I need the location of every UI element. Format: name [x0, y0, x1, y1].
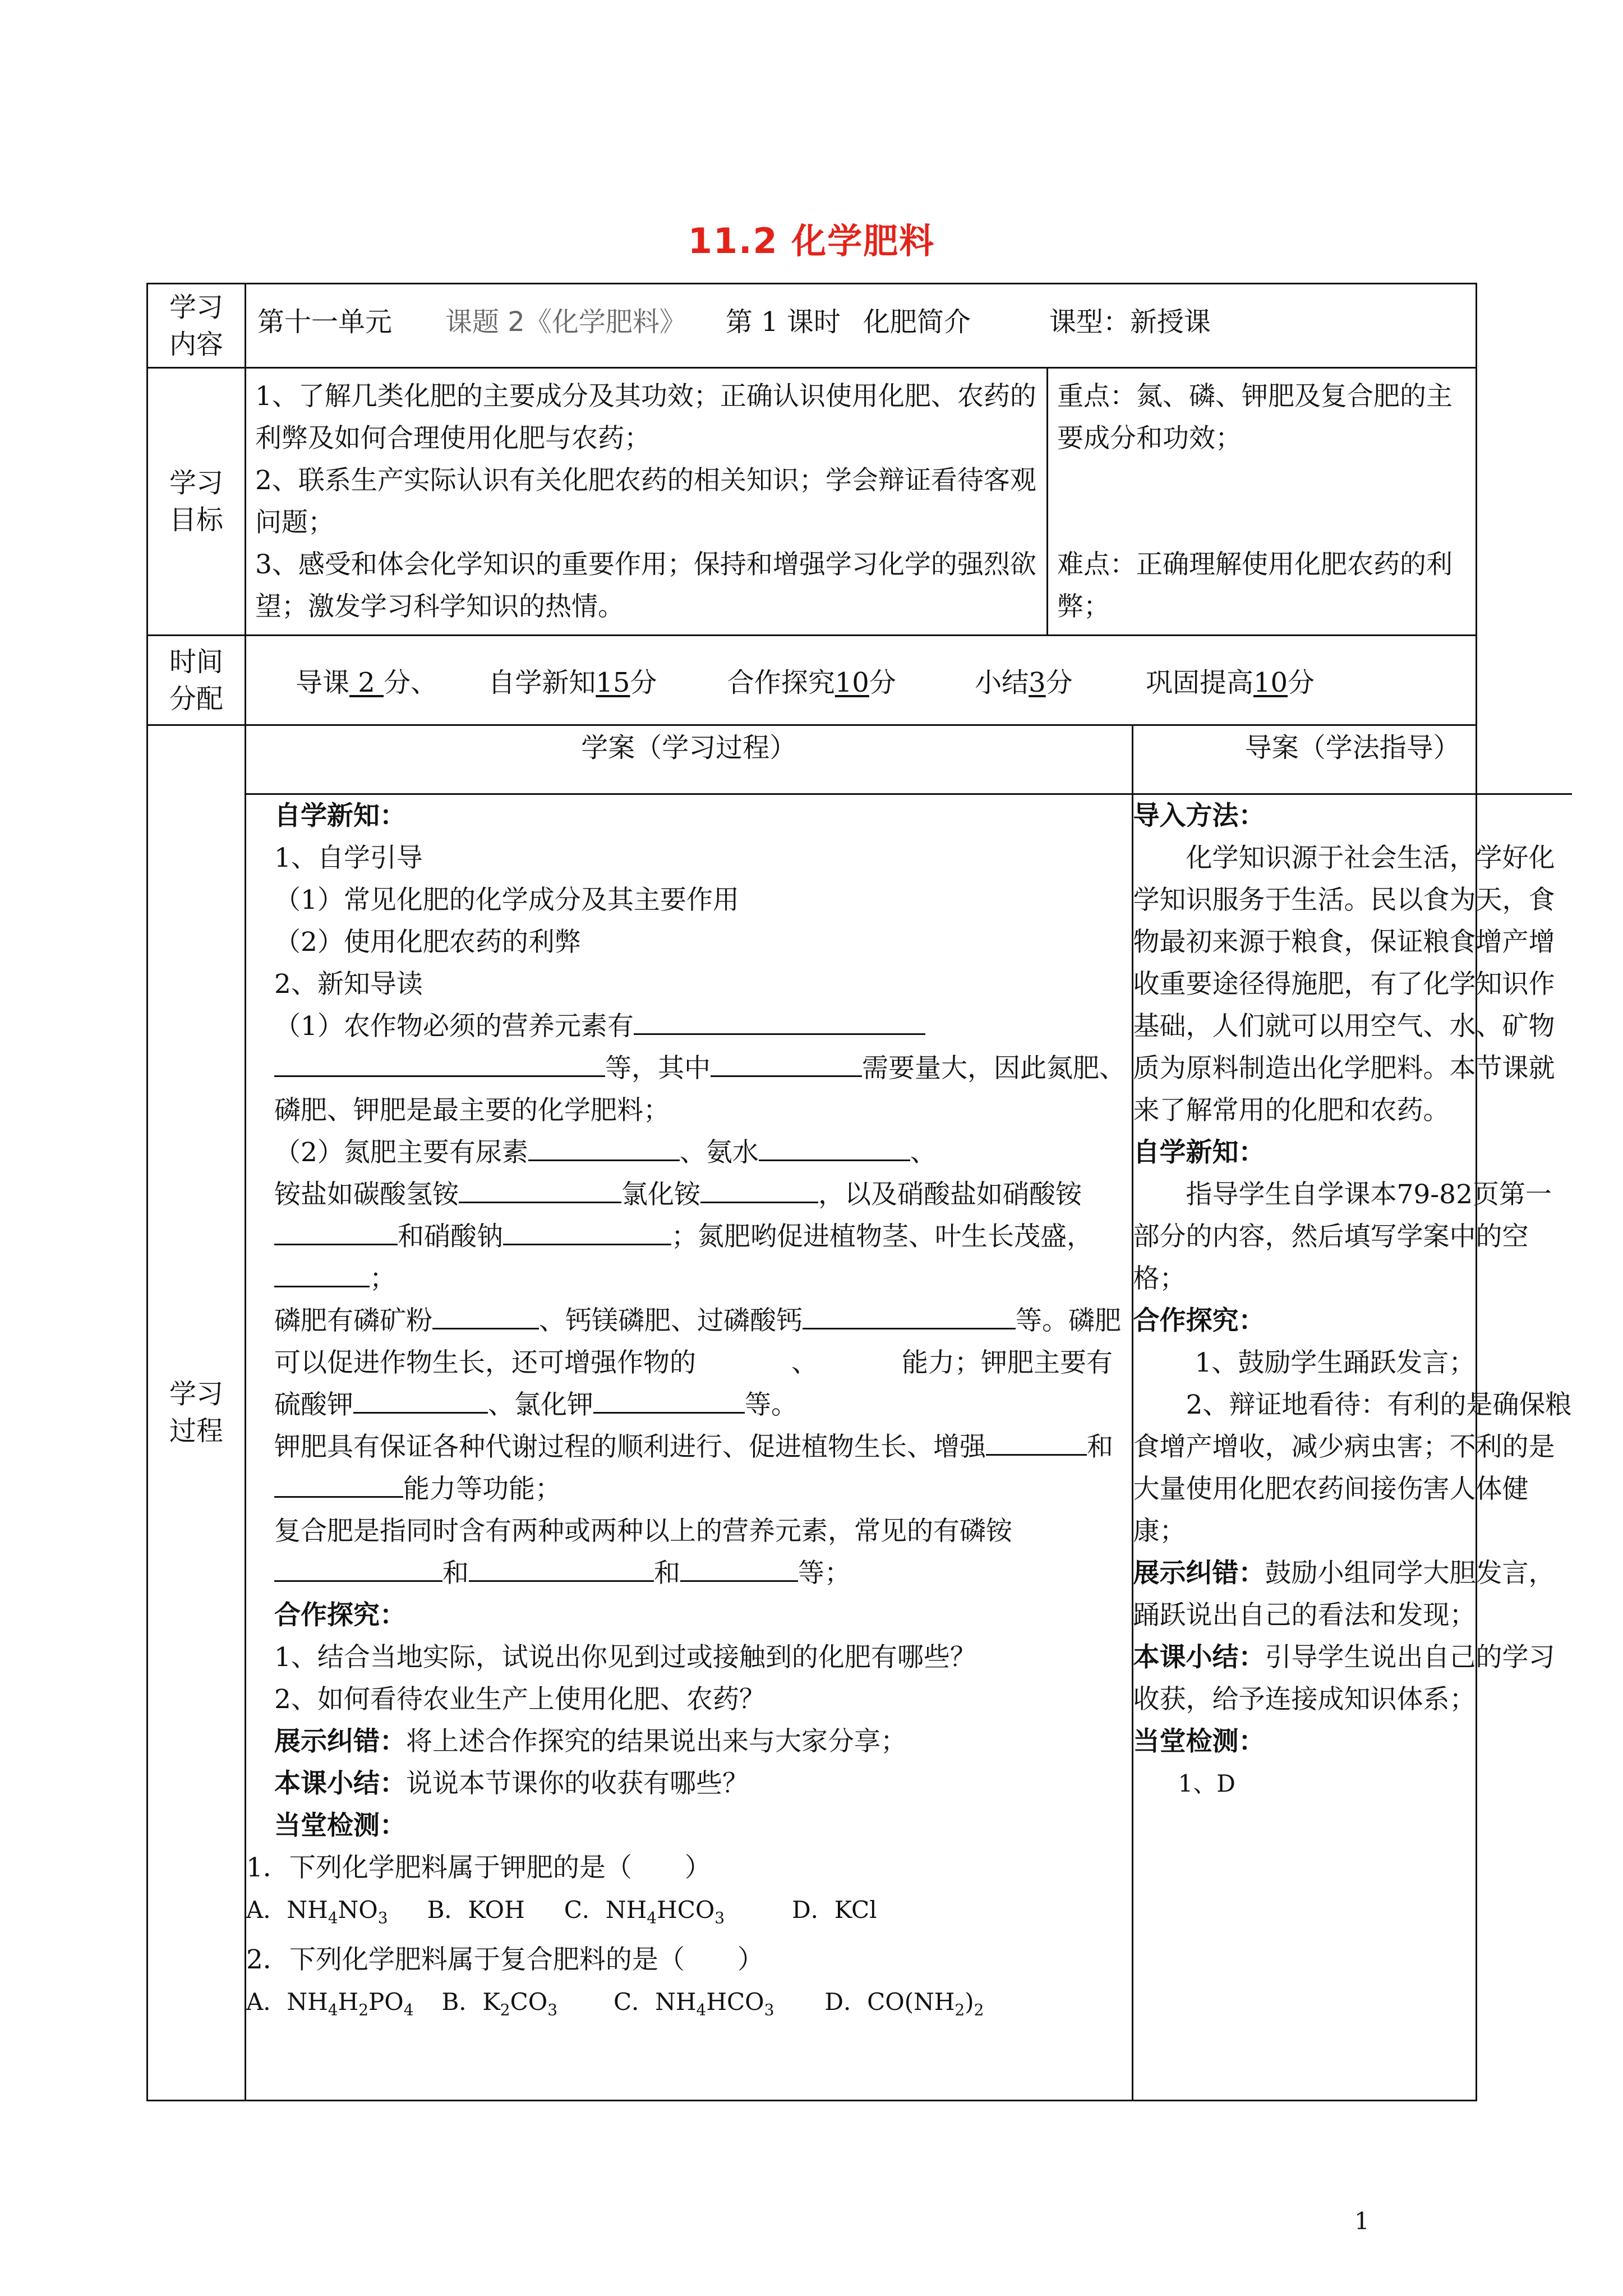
test-options-2: A．$NH_4H_2PO_4$ B．$K_2CO_3$ C．$NH_4HCO_3$ D．$CO(NH_2)_2$: [246, 1988, 984, 2019]
time-item-cooperation: 合作探究10分: [727, 667, 896, 698]
test-options-1: A．$NH_4NO_3$ B．KOH C．$NH_4HCO_3$ D．KCl: [246, 1896, 877, 1927]
time-item-intro: 导课 2 分、: [296, 667, 438, 698]
label-process: [147, 725, 246, 2101]
lesson-summary: 本课小结：说说本节课你的收获有哪些？: [274, 1768, 749, 1799]
self-guide-1: （1）常见化肥的化学成分及其主要作用: [274, 885, 739, 915]
fill-potassium: 钾肥具有保证各种代谢过程的顺利进行、促进植物生长、增强 和能力等功能；: [246, 1426, 1132, 1510]
page-title: 11.2 化学肥料: [688, 220, 935, 261]
guide-coop-2: 2、辩证地看待：有利的是确保粮食增产增收，减少病虫害；不利的是大量使用化肥农药间接伤害人体健康；: [1133, 1389, 1572, 1547]
answer-1: 1、D: [1178, 1770, 1235, 1797]
heading-self-study: 自学新知：: [274, 800, 406, 831]
unit-text: 第十一单元: [257, 306, 393, 338]
fill-nutrients: （1）农作物必须的营养元素有: [246, 1005, 1132, 1047]
fill-phosphorus: 磷肥有磷矿粉 、钙镁磷肥、过磷酸钙 等。磷肥可以促进作物生长，还可增强作物的 、 能力；钾肥主要有硫酸钾 、氯化钾 等。: [246, 1300, 1132, 1426]
guide-show: 展示纠错：鼓励小组同学大胆发言，踊跃说出自己的看法和发现；: [1133, 1558, 1555, 1631]
test-question-2: 2．下列化学肥料属于复合肥料的是（ ）: [246, 1944, 764, 1976]
goal-3: 3、感受和体会化学知识的重要作用；保持和增强学习化学的强烈欲望；激发学习科学知识的热情。: [255, 549, 1036, 622]
show-correct: 展示纠错：将上述合作探究的结果说出来与大家分享；: [274, 1726, 907, 1757]
time-item-self-study: 自学新知15分: [488, 667, 657, 698]
key-point: 重点：氮、磷、钾肥及复合肥的主要成分和功效；: [1057, 381, 1453, 454]
label-goals: [147, 368, 246, 636]
label-goals-text: 学习目标: [169, 467, 223, 536]
process-inner-table: [246, 726, 1572, 2100]
left-header: 学案（学习过程）: [246, 726, 1132, 794]
heading-intro-method: 导入方法：: [1133, 800, 1265, 831]
fill-ammonium: 铵盐如碳酸氢铵 氯化铵 ，以及硝酸盐如硝酸铵和硝酸钠 ；氮肥哟促进植物茎、叶生长茂盛，；: [246, 1174, 1132, 1300]
lesson-plan-table: [146, 283, 1572, 2101]
difficulty-point: 难点：正确理解使用化肥农药的利弊；: [1057, 549, 1453, 622]
label-time-text: 时间分配: [169, 646, 223, 715]
self-guide-2: （2）使用化肥农药的利弊: [274, 927, 581, 958]
goal-2: 2、联系生产实际认识有关化肥农药的相关知识；学会辩证看待客观问题；: [255, 465, 1036, 538]
heading-guide-coop: 合作探究：: [1133, 1305, 1265, 1336]
right-header: 导案（学法指导）: [1132, 726, 1572, 794]
time-item-summary: 小结3分: [975, 667, 1073, 698]
lesson-name: 化肥简介: [863, 306, 971, 338]
heading-guide-test: 当堂检测：: [1133, 1726, 1265, 1757]
fill-nitrogen: （2）氮肥主要有尿素 、氨水 、: [246, 1131, 1132, 1174]
row-content: [147, 284, 1477, 368]
intro-method-text: 化学知识源于社会生活，学好化学知识服务于生活。民以食为天，食物最初来源于粮食，保证粮食增产增收重要途径得施肥，有了化学知识作基础，人们就可以用空气、水、矿物质为原料制造出化学肥料。本节课就来了解常用的化肥和农药。: [1133, 843, 1555, 1126]
lesson-text: 第 1 课时: [725, 306, 841, 338]
test-question-1: 1．下列化学肥料属于钾肥的是（ ）: [246, 1852, 711, 1883]
label-process-text: 学习过程: [169, 1378, 223, 1447]
time-item-consolidate: 巩固提高10分: [1145, 667, 1315, 698]
self-guide-title: 1、自学引导: [274, 843, 423, 873]
heading-guide-self: 自学新知：: [1133, 1137, 1265, 1168]
guide-summary: 本课小结：引导学生说出自己的学习收获，给予连接成知识体系；: [1133, 1642, 1555, 1715]
goal-1: 1、了解几类化肥的主要成分及其功效；正确认识使用化肥、农药的利弊及如何合理使用化肥与农药；: [255, 381, 1036, 454]
lesson-type: 课型：新授课: [1049, 306, 1211, 338]
row-time: [147, 636, 1477, 725]
coop-question-2: 2、如何看待农业生产上使用化肥、农药？: [274, 1684, 766, 1715]
guide-coop-1: 1、鼓励学生踊跃发言；: [1195, 1347, 1476, 1378]
label-time: [147, 636, 246, 725]
goals-list: [246, 368, 1048, 636]
key-points: [1048, 368, 1477, 636]
guide-self-text: 指导学生自学课本79-82页第一部分的内容，然后填写学案中的空格；: [1133, 1179, 1552, 1294]
coop-question-1: 1、结合当地实际，试说出你见到过或接触到的化肥有哪些？: [274, 1642, 976, 1673]
process-content: [246, 725, 1572, 2101]
row-goals: [147, 368, 1477, 636]
heading-cooperation: 合作探究：: [274, 1600, 406, 1631]
row-process: [147, 725, 1477, 2101]
label-content-text: 学习内容: [169, 291, 223, 360]
guidance-column: [1132, 794, 1572, 2100]
content-info: [246, 284, 1477, 368]
learning-process-column: [246, 794, 1132, 2100]
page-number: 1: [1354, 2207, 1370, 2235]
fill-nutrients-cont: 等，其中 需要量大，因此氮肥、磷肥、钾肥是最主要的化学肥料；: [246, 1047, 1132, 1131]
heading-test: 当堂检测：: [274, 1810, 406, 1841]
topic-text: 课题 2《化学肥料》: [445, 306, 686, 338]
label-content: [147, 284, 246, 368]
fill-compound: 复合肥是指同时含有两种或两种以上的营养元素，常见的有磷铵和 和 等；: [274, 1516, 1012, 1589]
time-allocation: [246, 636, 1477, 725]
new-knowledge-title: 2、新知导读: [274, 969, 423, 1000]
